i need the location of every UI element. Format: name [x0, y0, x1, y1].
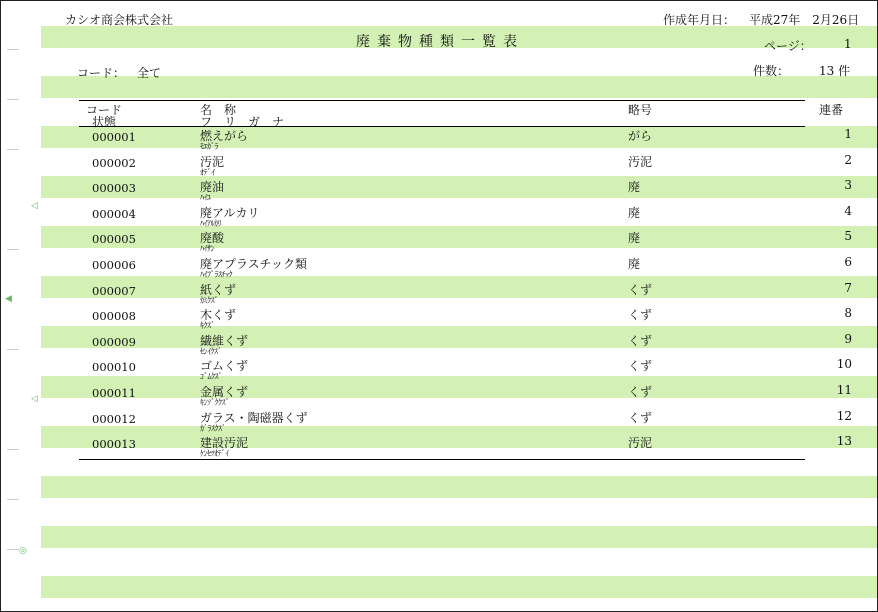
- row-code: 000002: [92, 155, 136, 170]
- col-name: 名 称: [200, 103, 237, 117]
- row-name: 廃アルカリ: [200, 205, 260, 220]
- company-name: カシオ商会株式会社: [65, 13, 174, 27]
- row-seq: 3: [844, 178, 852, 193]
- row-seq: 4: [844, 203, 852, 218]
- row-abbr: くず: [628, 282, 653, 297]
- code-filter-label: コード：: [77, 66, 126, 80]
- row-abbr: くず: [628, 385, 653, 399]
- row-name: 繊維くず: [200, 333, 249, 348]
- row-furigana: ﾊｲﾌﾟﾗｽﾁｯｸ: [200, 270, 232, 279]
- table-row: [1, 255, 878, 280]
- row-code: 000003: [92, 181, 136, 196]
- row-code: 000004: [92, 206, 136, 221]
- report-title: 廃棄物種類一覧表: [356, 34, 524, 50]
- row-code: 000005: [92, 232, 136, 247]
- row-code: 000009: [92, 334, 136, 349]
- feed-mark-icon: ◎: [19, 546, 27, 556]
- row-seq: 6: [844, 255, 852, 269]
- row-furigana: ｷﾝｿﾞｸｸｽﾞ: [200, 398, 229, 407]
- row-seq: 7: [844, 280, 852, 295]
- row-abbr: くず: [628, 333, 653, 348]
- row-furigana: ﾊｲﾕ: [200, 193, 211, 203]
- row-seq: 10: [836, 357, 852, 372]
- row-furigana: ｶﾞﾗｽｸｽﾞ: [200, 423, 226, 433]
- row-name: 廃油: [200, 180, 225, 195]
- row-furigana: ｾﾝｲｸｽﾞ: [200, 346, 222, 356]
- row-code: 000013: [92, 437, 136, 452]
- row-name: ゴムくず: [200, 359, 249, 374]
- count-label: 件数：: [753, 64, 790, 78]
- col-status: 状態: [92, 115, 117, 129]
- row-name: ガラス・陶磁器くず: [200, 410, 308, 425]
- row-seq: 2: [844, 152, 852, 167]
- row-name: 金属くず: [200, 385, 249, 399]
- page-label: ページ：: [764, 39, 812, 53]
- row-seq: 5: [844, 229, 852, 244]
- row-furigana: ｹﾝｾﾂｵﾃﾞｲ: [200, 449, 229, 459]
- row-name: 汚泥: [200, 154, 225, 169]
- col-code: コード: [86, 103, 123, 117]
- count-value: 13 件: [819, 64, 851, 78]
- row-furigana: ｷｸｽﾞ: [200, 321, 215, 331]
- row-abbr: 廃: [628, 205, 641, 220]
- row-furigana: ﾓｴｶﾞﾗ: [200, 142, 218, 151]
- table-row: [1, 281, 878, 306]
- code-filter-value: 全て: [137, 66, 162, 80]
- row-name: 木くず: [200, 308, 237, 323]
- row-abbr: くず: [628, 359, 653, 374]
- page-number: 1: [844, 37, 852, 51]
- row-abbr: くず: [628, 410, 653, 425]
- row-seq: 8: [844, 306, 852, 321]
- table-row: [1, 357, 878, 382]
- row-abbr: くず: [628, 308, 653, 323]
- row-furigana: ﾊｲｱﾙｶﾘ: [200, 218, 221, 228]
- table-row: [1, 178, 878, 203]
- row-code: 000010: [92, 360, 136, 375]
- row-code: 000001: [92, 130, 136, 144]
- table-bottom-rule: [79, 459, 805, 460]
- row-furigana: ｶﾐｸｽﾞ: [200, 295, 218, 305]
- created-label: 作成年月日：: [663, 13, 736, 27]
- row-abbr: がら: [628, 129, 653, 143]
- row-code: 000007: [92, 283, 136, 298]
- row-furigana: ｵﾃﾞｲ: [200, 167, 215, 177]
- header-top-rule: [79, 100, 805, 101]
- row-name: 紙くず: [200, 282, 237, 297]
- table-row: [1, 153, 878, 178]
- col-furigana: フ リ ガ ナ: [200, 115, 285, 129]
- table-row: [1, 434, 878, 459]
- row-abbr: 汚泥: [628, 154, 653, 169]
- row-code: 000011: [92, 386, 136, 400]
- row-abbr: 廃: [628, 180, 641, 195]
- row-seq: 1: [844, 127, 852, 141]
- row-name: 廃酸: [200, 231, 225, 246]
- row-abbr: 汚泥: [628, 436, 653, 451]
- table-row: [1, 229, 878, 254]
- table-row: [1, 204, 878, 229]
- row-seq: 13: [836, 434, 852, 449]
- table-row: [1, 409, 878, 434]
- row-name: 建設汚泥: [200, 436, 249, 451]
- created-date: 平成27年 2月26日: [749, 13, 860, 27]
- table-row: [1, 306, 878, 331]
- row-code: 000008: [92, 309, 136, 324]
- row-abbr: 廃: [628, 257, 641, 271]
- table-row: [1, 127, 878, 152]
- row-abbr: 廃: [628, 231, 641, 246]
- table-row: [1, 383, 878, 408]
- table-row: [1, 332, 878, 357]
- feed-mark-icon: ◁: [31, 201, 38, 211]
- row-name: 燃えがら: [200, 129, 249, 143]
- row-furigana: ﾊｲｻﾝ: [200, 244, 214, 254]
- feed-mark-icon: ◁: [31, 394, 38, 404]
- col-seq: 連番: [819, 103, 844, 117]
- row-code: 000006: [92, 258, 136, 272]
- row-seq: 11: [836, 383, 852, 397]
- row-name: 廃アプラスチック類: [200, 257, 308, 271]
- row-seq: 12: [836, 408, 852, 423]
- row-seq: 9: [844, 331, 852, 346]
- row-furigana: ｺﾞﾑｸｽﾞ: [200, 372, 222, 382]
- row-code: 000012: [92, 411, 136, 426]
- col-abbr: 略号: [628, 103, 653, 117]
- feed-mark-icon: ◀: [5, 294, 12, 304]
